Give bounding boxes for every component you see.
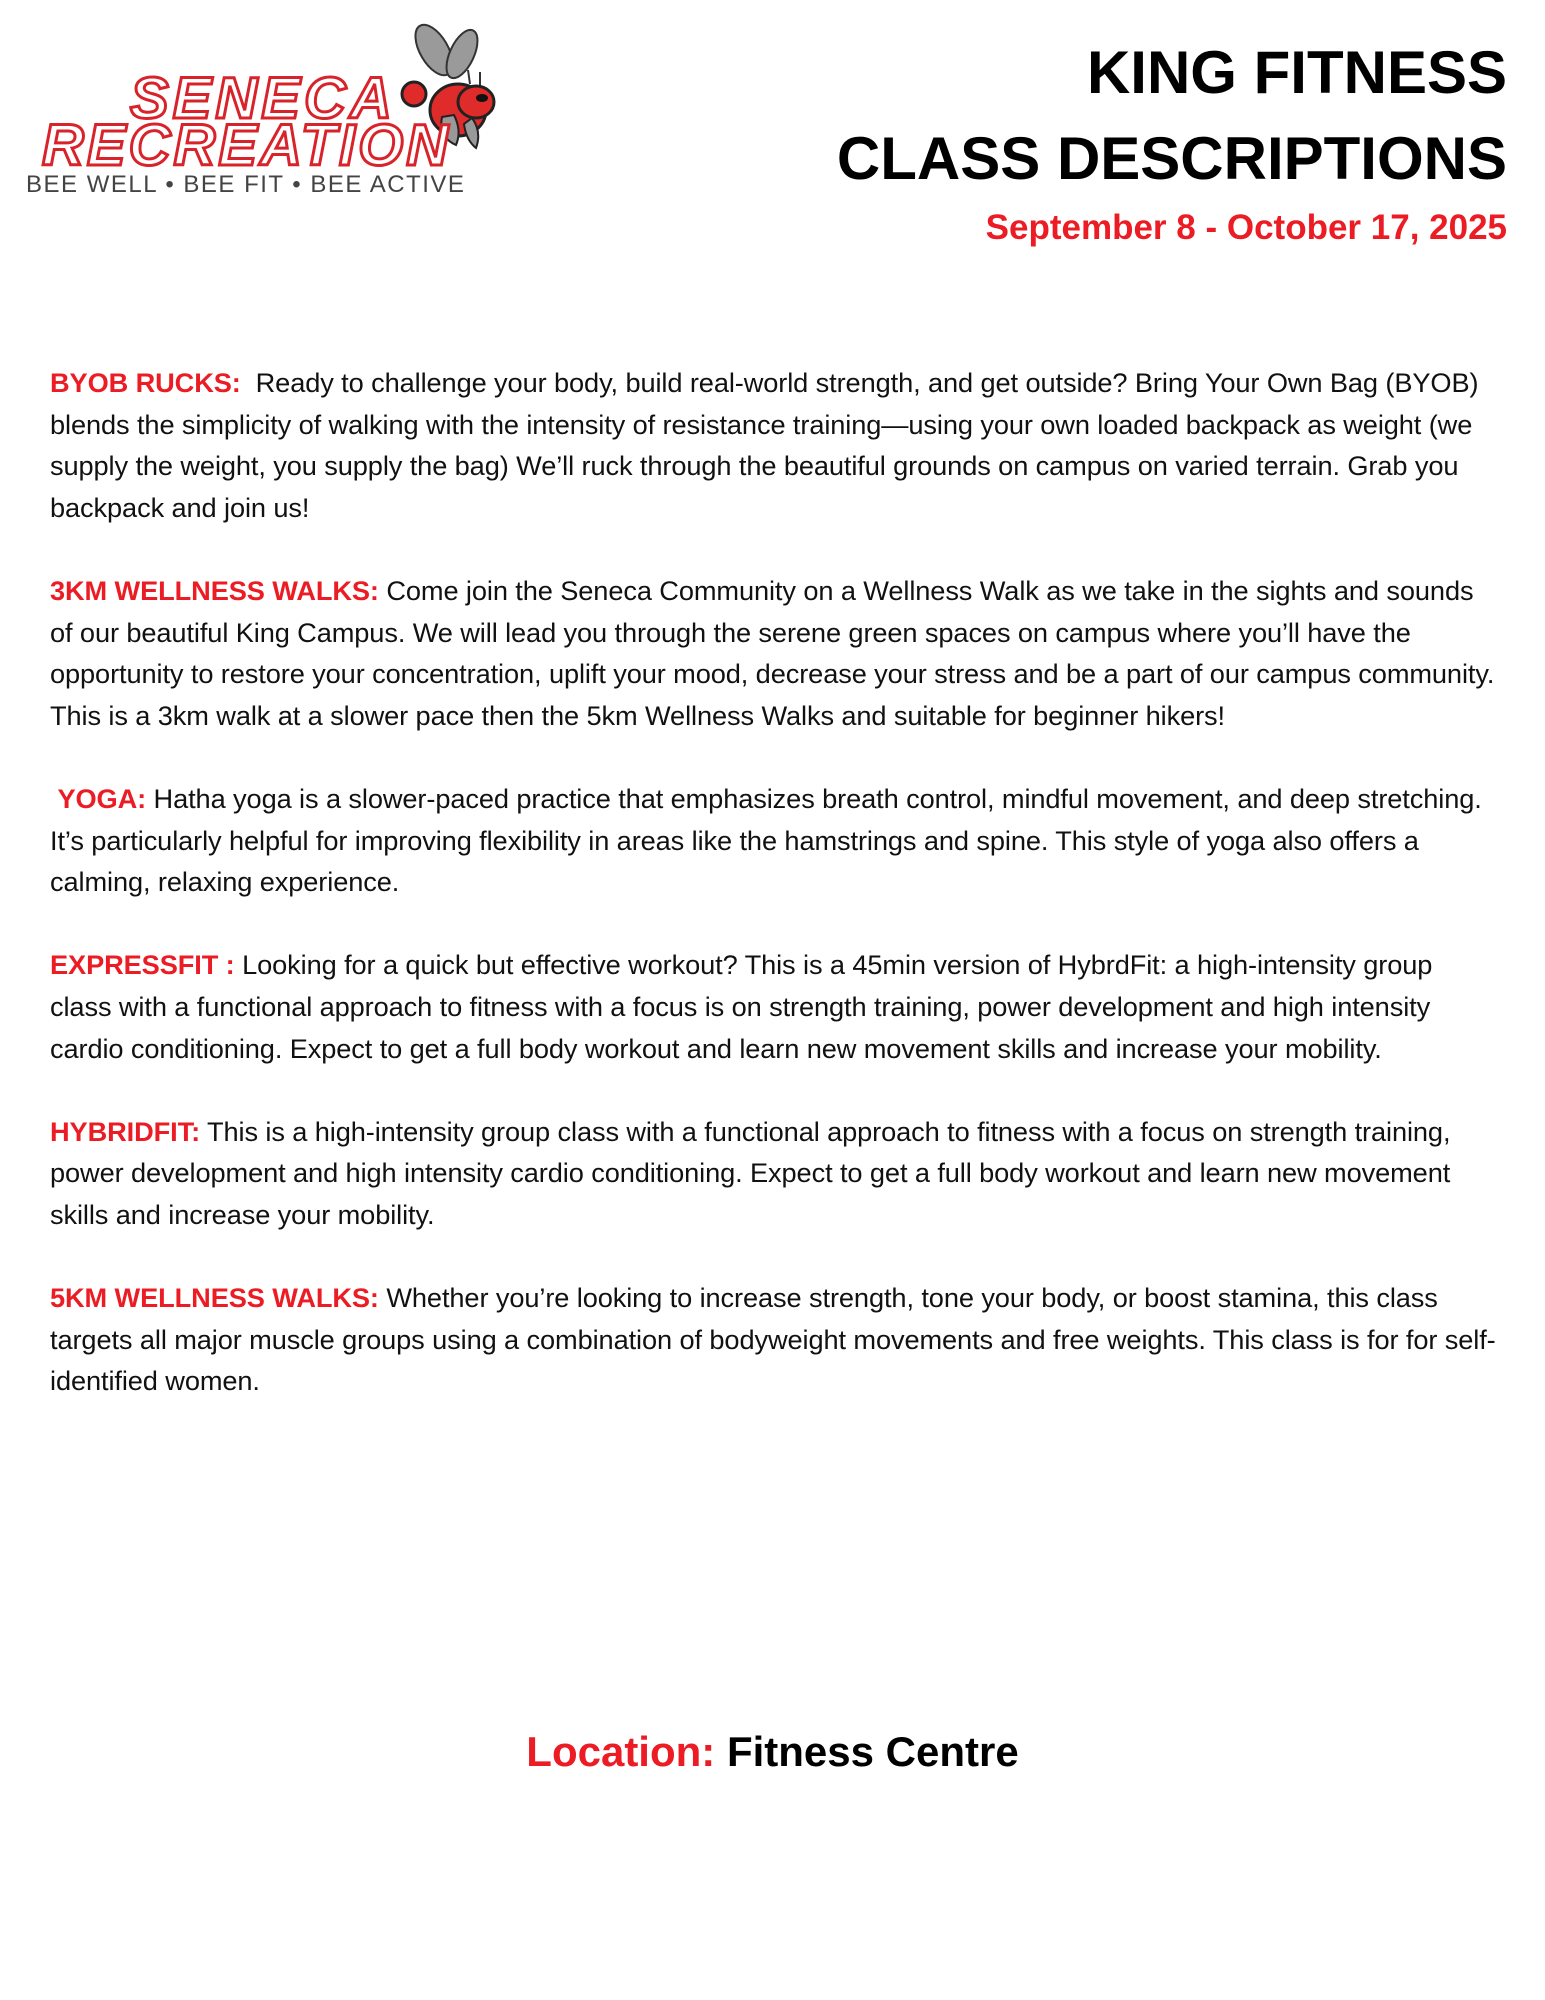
class-name: EXPRESSFIT :: [50, 949, 235, 981]
class-3km-wellness-walks: [50, 570, 1500, 736]
logo-tagline: BEE WELL • BEE FIT • BEE ACTIVE: [26, 171, 466, 197]
class-description: Whether you’re looking to increase strength, tone your body, or boost stamina, this class targets all major muscle groups using a combination of bodyweight movements and free weights. This class is for for self-identified women.: [50, 1282, 1496, 1397]
seneca-recreation-logo: [22, 22, 552, 197]
class-hybridfit: [50, 1111, 1500, 1236]
logo-line2: RECREATION: [42, 113, 452, 178]
page-title-line1: KING FITNESS: [1086, 39, 1507, 106]
page-title-line2: CLASS DESCRIPTIONS: [836, 125, 1507, 192]
logo-line1: SENECA: [130, 66, 396, 131]
class-descriptions: [50, 362, 1500, 1443]
class-description: Come join the Seneca Community on a Wellness Walk as we take in the sights and sounds of our beautiful King Campus. We will lead you through the serene green spaces on campus where you’ll have the opportunity to restore your concentration, uplift your mood, decrease your stress and be a part of our campus community. This is a 3km walk at a slower pace then the 5km Wellness Walks and suitable for beginner hikers!: [50, 574, 1495, 731]
class-description: Looking for a quick but effective workout? This is a 45min version of HybrdFit: a high-intensity group class with a functional approach to fitness with a focus is on strength training, power development and high intensity cardio conditioning. Expect to get a full body workout and learn new movement skills and increase your mobility.: [50, 949, 1433, 1064]
page-header: [837, 30, 1507, 250]
class-name: BYOB RUCKS:: [50, 367, 241, 398]
location-value: Fitness Centre: [715, 1728, 1019, 1775]
class-name: YOGA:: [50, 782, 147, 814]
date-range: September 8 - October 17, 2025: [985, 208, 1507, 247]
class-description: This is a high-intensity group class with a functional approach to fitness with a focus on strength training, power development and high intensity cardio conditioning. Expect to get a full body workout and learn new movement skills and increase your mobility.: [50, 1115, 1451, 1230]
class-description: Ready to challenge your body, build real-world strength, and get outside? Bring Your Own Bag (BYOB) blends the simplicity of walking with the intensity of resistance training—using your own loaded backpack as weight (we supply the weight, you supply the bag) We’ll ruck through the beautiful grounds on campus on varied terrain. Grab you backpack and join us!: [50, 367, 1486, 523]
class-description: Hatha yoga is a slower-paced practice that emphasizes breath control, mindful movement, and deep stretching. It’s particularly helpful for improving flexibility in areas like the hamstrings and spine. This style of yoga also offers a calming, relaxing experience.: [50, 782, 1482, 898]
location-label: Location:: [526, 1728, 716, 1775]
class-expressfit: [50, 944, 1500, 1069]
class-5km-wellness-walks: [50, 1277, 1500, 1402]
class-byob-rucks: [50, 362, 1500, 528]
class-name: 3KM WELLNESS WALKS:: [50, 574, 379, 606]
logo-graphic: [22, 22, 552, 197]
class-name: 5KM WELLNESS WALKS:: [50, 1282, 379, 1314]
location-line: [0, 1728, 1545, 1776]
class-yoga: [50, 778, 1500, 903]
class-name: HYBRIDFIT:: [50, 1115, 201, 1147]
